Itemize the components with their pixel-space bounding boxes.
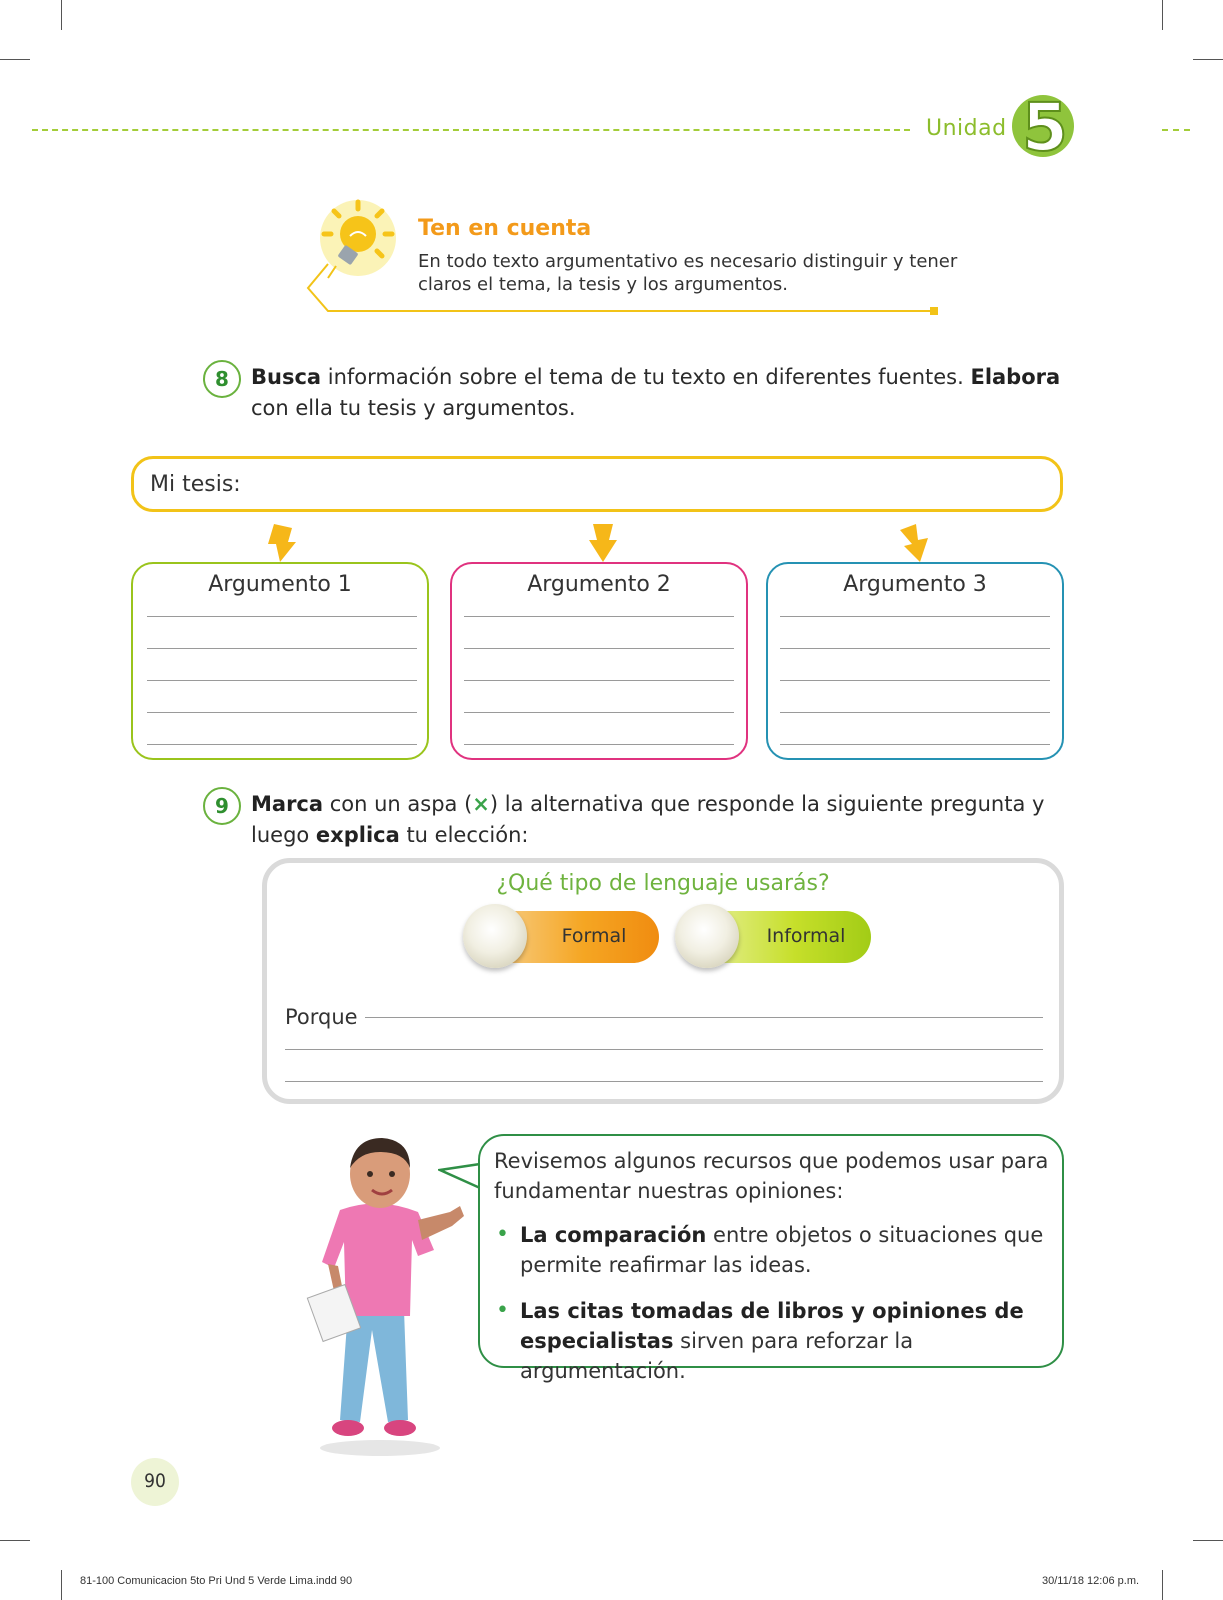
argument-box-2[interactable] [450,562,748,760]
tip-title: Ten en cuenta [418,216,592,241]
writing-line [147,616,417,617]
language-choice-box [262,858,1064,1104]
q9-text-1: con un aspa ( [323,792,473,816]
writing-line [147,712,417,713]
argument-title: Argumento 1 [208,572,352,597]
language-question: ¿Qué tipo de lenguaje usarás? [496,871,830,896]
x-mark-icon: × [472,792,490,816]
writing-line [464,616,734,617]
thesis-field[interactable] [131,456,1063,512]
bullet-bold-text: Las citas tomadas de libros y opiniones de especialistas [520,1299,1024,1353]
q8-text-2: con ella tu tesis y argumentos. [251,396,576,420]
crop-mark [61,1570,62,1600]
question-number-9: 9 [203,787,241,825]
crop-mark [0,1540,30,1541]
speech-bubble-tail [438,1160,482,1196]
question-9-text [251,789,1051,851]
argument-box-1[interactable] [131,562,429,760]
argument-title: Argumento 3 [843,572,987,597]
question-number-8: 8 [203,360,241,398]
option-label: Formal [561,925,627,947]
writing-line[interactable] [285,1049,1043,1050]
option-informal[interactable] [681,911,871,963]
crop-mark [0,59,30,60]
arrow-down-icon [268,524,298,562]
q9-verb-marca: Marca [251,792,324,816]
option-formal[interactable] [469,911,659,963]
writing-line [147,648,417,649]
question-8-text [251,362,1071,424]
bullet-text: sirven para reforzar la argumentación. [520,1329,914,1383]
bullet-dot-icon: • [496,1298,509,1323]
unit-label: Unidad [926,116,1007,141]
page-number: 90 [144,1470,166,1492]
crop-mark [1193,59,1223,60]
writing-line [464,648,734,649]
q8-text-1: información sobre el tema de tu texto en diferentes fuentes. [321,365,971,389]
writing-line [464,680,734,681]
tip-text: En todo texto argumentativo es necesario distinguir y tener claros el tema, la tesis y los argumentos. [418,251,958,295]
option-checkbox-circle[interactable] [463,904,527,968]
bubble-bullet-2 [496,1296,1050,1386]
footer-file-info: 81-100 Comunicacion 5to Pri Und 5 Verde Lima.indd 90 [80,1575,353,1587]
crop-mark [1162,0,1163,30]
thesis-label: Mi tesis: [150,472,241,497]
footer-date: 30/11/18 12:06 p.m. [1042,1575,1140,1587]
header-dashed-rule [1162,129,1190,131]
writing-line [780,680,1050,681]
q8-verb-elabora: Elabora [970,365,1061,389]
crop-mark [61,0,62,30]
writing-line [464,744,734,745]
arrow-down-icon [588,524,618,562]
bubble-intro-text: Revisemos algunos recursos que podemos usar para fundamentar nuestras opiniones: [494,1149,1049,1203]
because-label: Porque [285,1005,358,1029]
q9-text-3: tu elección: [399,823,529,847]
writing-line [780,744,1050,745]
writing-line [780,648,1050,649]
arrow-down-icon [900,524,930,562]
q9-verb-explica: explica [315,823,400,847]
option-checkbox-circle[interactable] [675,904,739,968]
writing-line [147,680,417,681]
bullet-bold-text: La comparación [520,1223,707,1247]
writing-line[interactable] [285,1081,1043,1082]
speech-bubble [478,1134,1064,1383]
crop-mark [1162,1570,1163,1600]
writing-line [780,616,1050,617]
writing-line [147,744,417,745]
argument-title: Argumento 2 [527,572,671,597]
header-dashed-rule [32,129,910,131]
argument-box-3[interactable] [766,562,1064,760]
writing-line [464,712,734,713]
bubble-bullet-1 [496,1220,1050,1280]
bullet-dot-icon: • [496,1222,509,1247]
q9-text-2: ) la alternativa que responde la siguiente pregunta y luego [251,792,1045,847]
bullet-text: entre objetos o situaciones que permite reafirmar las ideas. [520,1223,1044,1277]
writing-line[interactable] [365,1017,1043,1018]
unit-number: 5 [1022,89,1068,166]
writing-line [780,712,1050,713]
q8-verb-busca: Busca [251,365,322,389]
option-label: Informal [766,925,846,947]
crop-mark [1193,1540,1223,1541]
